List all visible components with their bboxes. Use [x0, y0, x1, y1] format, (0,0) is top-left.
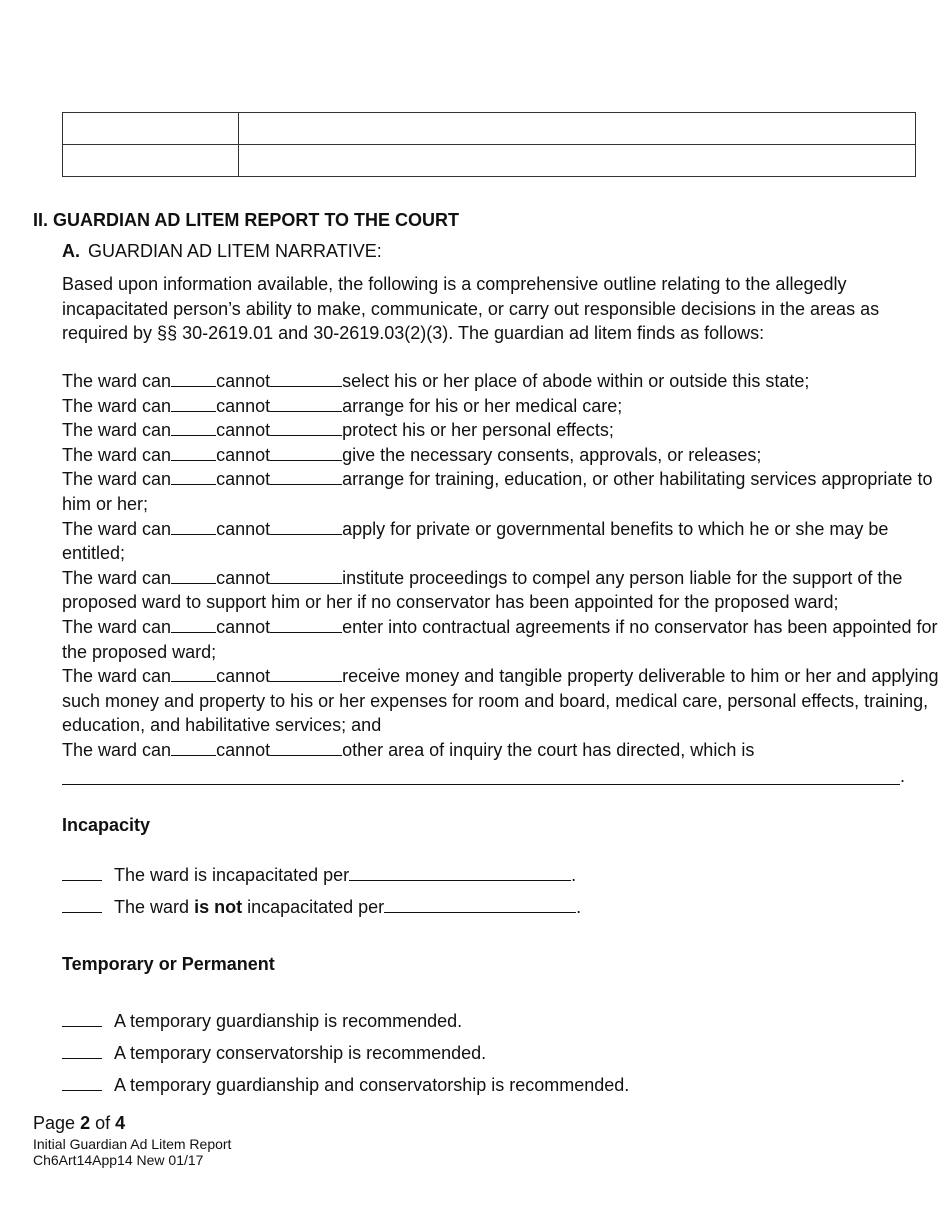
ward-cannot-label: cannot: [216, 395, 271, 416]
ward-cannot-label: cannot: [216, 616, 271, 637]
table-cell[interactable]: [63, 145, 239, 177]
row-end-period: .: [571, 865, 577, 885]
not-incapacitated-checkbox-blank[interactable]: [62, 896, 102, 913]
ward-cannot-label: cannot: [216, 567, 271, 588]
not-incapacitated-text-after: incapacitated per: [247, 897, 385, 917]
temp-both-row: [62, 1074, 629, 1096]
ward-can-label: The ward can: [62, 666, 172, 687]
temp-both-text: A temporary guardianship and conservatorship is recommended.: [114, 1075, 630, 1095]
subheading-title: GUARDIAN AD LITEM NARRATIVE:: [88, 241, 382, 261]
cannot-blank[interactable]: [270, 616, 342, 633]
line-end-period: .: [900, 766, 906, 786]
ward-item-text: give the necessary consents, approvals, or releases;: [342, 444, 762, 465]
ward-cannot-label: cannot: [216, 444, 271, 465]
table-cell[interactable]: [63, 113, 239, 145]
incapacitated-row: [62, 864, 576, 886]
ward-can-label: The ward can: [62, 567, 172, 588]
temp-guardianship-checkbox-blank[interactable]: [62, 1010, 102, 1027]
list-item: [62, 615, 942, 664]
form-code: Ch6Art14App14 New 01/17: [33, 1152, 204, 1168]
ward-item-text: institute proceedings to compel any person liable for the support of the proposed ward to support him or her if no conservator has been appointed for the proposed ward;: [62, 567, 903, 613]
ward-item-text: apply for private or governmental benefits to which he or she may be entitled;: [62, 518, 889, 564]
page-word: Page: [33, 1113, 76, 1133]
table-row: [63, 145, 916, 177]
temp-guardianship-text: A temporary guardianship is recommended.: [114, 1011, 463, 1031]
temp-guardianship-row: [62, 1010, 462, 1032]
ward-cannot-label: cannot: [216, 739, 271, 760]
table-cell[interactable]: [239, 145, 916, 177]
ward-can-label: The ward can: [62, 739, 172, 760]
cannot-blank[interactable]: [270, 419, 342, 436]
list-item: [62, 566, 942, 615]
other-area-fill-line[interactable]: [62, 784, 900, 785]
row-end-period: .: [576, 897, 582, 917]
cannot-blank[interactable]: [270, 468, 342, 485]
list-item: [62, 394, 942, 419]
incapacitated-text: The ward is incapacitated per: [114, 865, 350, 885]
subheading-letter: A.: [62, 241, 80, 261]
list-item: [62, 738, 942, 763]
ward-cannot-label: cannot: [216, 666, 271, 687]
ward-can-label: The ward can: [62, 420, 172, 441]
cannot-blank[interactable]: [270, 518, 342, 535]
ward-item-text: arrange for his or her medical care;: [342, 395, 623, 416]
can-blank[interactable]: [171, 419, 216, 436]
temp-conservatorship-text: A temporary conservatorship is recommended.: [114, 1043, 487, 1063]
can-blank[interactable]: [171, 444, 216, 461]
not-incapacitated-per-blank[interactable]: [384, 896, 576, 913]
can-blank[interactable]: [171, 739, 216, 756]
table-cell[interactable]: [239, 113, 916, 145]
ward-can-label: The ward can: [62, 616, 172, 637]
ward-item-text: select his or her place of abode within or outside this state;: [342, 371, 810, 391]
can-blank[interactable]: [171, 616, 216, 633]
ward-item-text: other area of inquiry the court has directed, which is: [342, 739, 755, 760]
page-current: 2: [80, 1113, 91, 1133]
can-blank[interactable]: [171, 665, 216, 682]
temp-both-checkbox-blank[interactable]: [62, 1074, 102, 1091]
table-row: [63, 113, 916, 145]
ward-item-text: receive money and tangible property deliverable to him or her and applying such money and property to his or her expenses for room and board, medical care, personal effects, training, education, and habilitative services; and: [62, 666, 939, 736]
form-title: Initial Guardian Ad Litem Report: [33, 1136, 232, 1152]
section-heading: II. GUARDIAN AD LITEM REPORT TO THE COURT: [33, 210, 459, 230]
ward-cannot-label: cannot: [216, 420, 271, 441]
ward-abilities-list: [62, 369, 942, 763]
temp-conservatorship-row: [62, 1042, 486, 1064]
info-table: [62, 112, 916, 177]
ward-cannot-label: cannot: [216, 469, 271, 490]
page-number: [33, 1113, 125, 1134]
page-total: 4: [115, 1113, 126, 1133]
can-blank[interactable]: [171, 567, 216, 584]
ward-can-label: The ward can: [62, 444, 172, 465]
ward-item-text: protect his or her personal effects;: [342, 420, 614, 441]
can-blank[interactable]: [171, 395, 216, 412]
intro-paragraph: Based upon information available, the following is a comprehensive outline relating to the allegedly incapacitated person’s ability to make, communicate, or carry out responsible decisions in the areas as required by §§ 30-2619.01 and 30-2619.03(2)(3). The guardian ad litem finds as follows:: [62, 274, 880, 343]
of-word: of: [95, 1113, 111, 1133]
incapacitated-per-blank[interactable]: [349, 864, 571, 881]
ward-item-text: enter into contractual agreements if no conservator has been appointed for the proposed ward;: [62, 616, 938, 662]
list-item: [62, 369, 942, 394]
list-item: [62, 467, 942, 516]
temporary-permanent-heading: Temporary or Permanent: [62, 954, 275, 974]
ward-can-label: The ward can: [62, 371, 172, 391]
list-item: [62, 664, 942, 738]
can-blank[interactable]: [171, 468, 216, 485]
not-incapacitated-row: [62, 896, 581, 918]
cannot-blank[interactable]: [270, 739, 342, 756]
not-emphasis: is not: [194, 897, 243, 917]
ward-can-label: The ward can: [62, 518, 172, 539]
cannot-blank[interactable]: [270, 665, 342, 682]
incapacitated-checkbox-blank[interactable]: [62, 864, 102, 881]
can-blank[interactable]: [171, 518, 216, 535]
cannot-blank[interactable]: [270, 395, 342, 412]
not-incapacitated-text-before: The ward: [114, 897, 190, 917]
can-blank[interactable]: [171, 370, 216, 387]
temp-conservatorship-checkbox-blank[interactable]: [62, 1042, 102, 1059]
cannot-blank[interactable]: [270, 370, 342, 387]
cannot-blank[interactable]: [270, 567, 342, 584]
ward-can-label: The ward can: [62, 395, 172, 416]
list-item: [62, 418, 942, 443]
ward-cannot-label: cannot: [216, 371, 271, 391]
incapacity-heading: Incapacity: [62, 815, 151, 835]
narrative-subheading: [62, 241, 382, 262]
ward-cannot-label: cannot: [216, 518, 271, 539]
ward-can-label: The ward can: [62, 469, 172, 490]
ward-item-text: arrange for training, education, or other habilitating services appropriate to him or her;: [62, 469, 933, 514]
list-item: [62, 443, 942, 468]
list-item: [62, 517, 942, 566]
cannot-blank[interactable]: [270, 444, 342, 461]
